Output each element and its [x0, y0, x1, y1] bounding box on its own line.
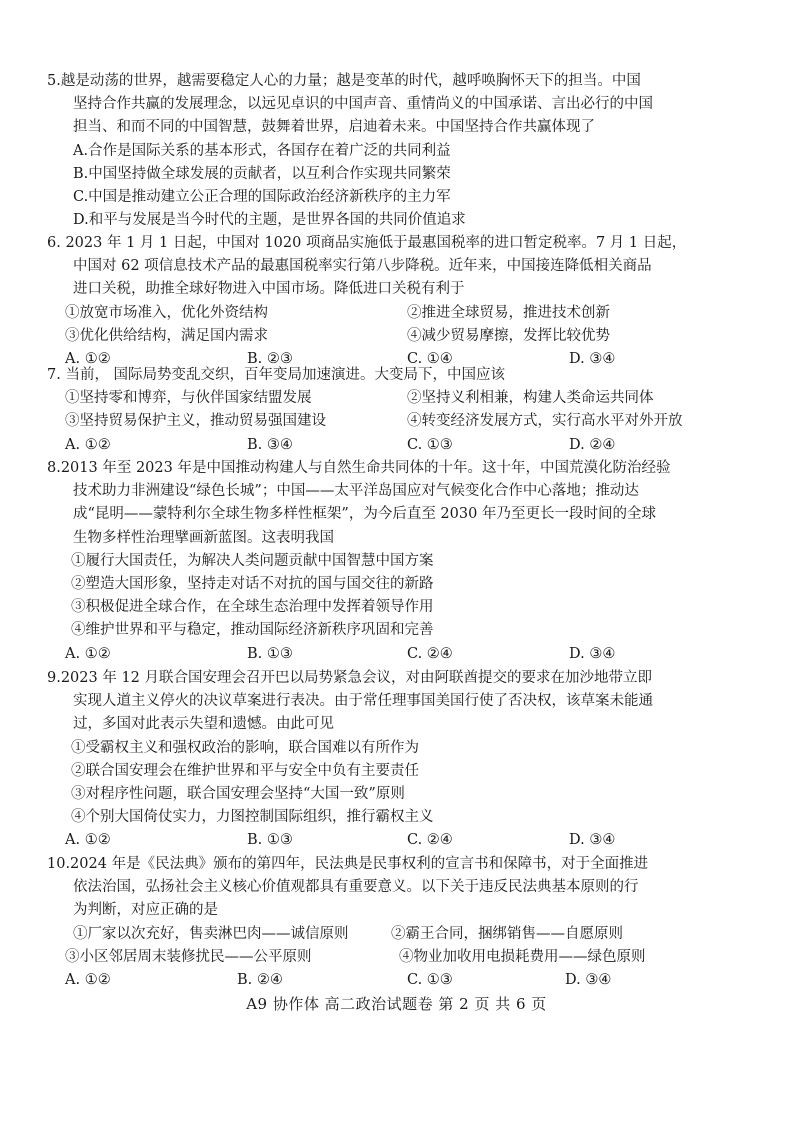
q10-stem-line: 为判断，对应正确的是 [73, 902, 218, 919]
q9-stem-line: 过，多国对此表示失望和遗憾。由此可见 [73, 716, 334, 733]
q6-item-4: ④减少贸易摩擦，发挥比较优势 [407, 327, 610, 344]
q9-answer-a: A. ①② [65, 832, 111, 849]
q10-stem-line: 10.2024 年是《民法典》颁布的第四年，民法典是民事权利的宣言书和保障书，对于全面推进 [47, 856, 649, 872]
q9-stem-line: 9.2023 年 12 月联合国安理会召开巴以局势紧急会议，对由阿联酋提交的要求在加沙地带立即 [47, 670, 653, 686]
q8-item-4: ④维护世界和平与稳定，推动国际经济新秩序巩固和完善 [71, 622, 434, 639]
q10-item-3: ③小区邻居周末装修扰民——公平原则 [65, 948, 312, 965]
q8-stem-line: 成“昆明——蒙特利尔全球生物多样性框架”，为今后直至 2030 年乃至更长一段时间的全球 [73, 506, 656, 523]
q9-answers [47, 829, 763, 852]
q6-item-1: ①放宽市场准入，优化外资结构 [65, 304, 268, 321]
q6-items-row [47, 302, 763, 325]
question-9 [47, 667, 763, 853]
q9-answer-d: D. ③④ [569, 832, 616, 849]
q5-option-a: A.合作是国际关系的基本形式，各国存在着广泛的共同利益 [73, 142, 451, 159]
q7-items-row [47, 387, 763, 410]
q7-answer-a: A. ①② [65, 436, 111, 453]
q10-answer-c: C. ①③ [407, 971, 453, 988]
q8-answer-a: A. ①② [65, 645, 111, 662]
q9-item-2: ②联合国安理会在维护世界和平与安全中负有主要责任 [71, 762, 419, 779]
q10-item-2: ②霸王合同，捆绑销售——自愿原则 [391, 925, 623, 942]
q7-items-row [47, 410, 763, 433]
q10-answer-d: D. ③④ [565, 971, 612, 988]
q6-items-row [47, 325, 763, 348]
q8-answer-d: D. ③④ [569, 645, 616, 662]
q10-items-row [47, 946, 763, 969]
q8-item-2: ②塑造大国形象，坚持走对话不对抗的国与国交往的新路 [71, 575, 434, 592]
q6-item-2: ②推进全球贸易，推进技术创新 [407, 304, 610, 321]
q7-stem-line: 7. 当前， 国际局势变乱交织，百年变局加速演进。大变局下，中国应该 [47, 367, 506, 383]
question-6 [47, 232, 763, 371]
q10-item-4: ④物业加收用电损耗费用——绿色原则 [399, 948, 646, 965]
q10-items-row [47, 923, 763, 946]
q5-stem-line: 担当、和而不同的中国智慧，鼓舞着世界，启迪着未来。中国坚持合作共赢体现了 [73, 119, 595, 136]
q6-item-3: ③优化供给结构，满足国内需求 [65, 327, 268, 344]
question-10 [47, 853, 763, 992]
q8-item-3: ③积极促进全球合作，在全球生态治理中发挥着领导作用 [71, 599, 434, 616]
q10-stem-line: 依法治国，弘扬社会主义核心价值观都具有重要意义。以下关于违反民法典基本原则的行 [73, 879, 639, 896]
q6-answer-a: A. ①② [65, 350, 111, 367]
q9-answer-b: B. ①③ [247, 832, 293, 849]
q6-answer-b: B. ②③ [247, 350, 293, 367]
page-footer: A9 协作体 高二政治试题卷 第 2 页 共 6 页 [246, 995, 547, 1013]
q9-stem-line: 实现人道主义停火的决议草案进行表决。由于常任理事国美国行使了否决权，该草案未能通 [73, 693, 653, 710]
q8-answers [47, 643, 763, 666]
q8-item-1: ①履行大国责任，为解决人类问题贡献中国智慧中国方案 [71, 552, 434, 569]
question-5 [47, 70, 763, 232]
q7-answers [47, 434, 763, 457]
q7-item-2: ②坚持义利相兼，构建人类命运共同体 [407, 390, 654, 407]
q8-answer-c: C. ②④ [407, 645, 453, 662]
q6-answer-c: C. ①④ [407, 350, 453, 367]
q9-item-1: ①受霸权主义和强权政治的影响，联合国难以有所作为 [71, 739, 419, 756]
q7-answer-d: D. ②④ [569, 436, 616, 453]
q6-answer-d: D. ③④ [569, 350, 616, 367]
q7-answer-c: C. ①③ [407, 436, 453, 453]
q5-option-d: D.和平与发展是当今时代的主题，是世界各国的共同价值追求 [73, 212, 466, 229]
q9-item-4: ④个别大国倚仗实力，力图控制国际组织，推行霸权主义 [71, 809, 434, 826]
q5-option-b: B.中国坚持做全球发展的贡献者，以互利合作实现共同繁荣 [73, 165, 451, 182]
q9-item-3: ③对程序性问题，联合国安理会坚持“大国一致”原则 [71, 785, 405, 802]
q7-item-4: ④转变经济发展方式，实行高水平对外开放 [407, 413, 683, 430]
question-8 [47, 457, 763, 666]
q10-answers [47, 969, 763, 992]
question-7 [47, 364, 763, 457]
q7-item-3: ③坚持贸易保护主义，推动贸易强国建设 [65, 413, 326, 430]
q6-stem-line: 6. 2023 年 1 月 1 日起，中国对 1020 项商品实施低于最惠国税率的进口暂定税率。7 月 1 日起， [47, 235, 687, 251]
q10-item-1: ①厂家以次充好，售卖淋巴肉——诚信原则 [73, 925, 349, 942]
q10-answer-b: B. ②④ [237, 971, 283, 988]
q6-stem-line: 进口关税，助推全球好物进入中国市场。降低进口关税有利于 [73, 281, 465, 298]
q8-stem-line: 8.2013 年至 2023 年是中国推动构建人与自然生命共同体的十年。这十年，中国荒漠化防治经验 [47, 460, 671, 476]
q5-stem-line: 5.越是动荡的世界，越需要稳定人心的力量；越是变革的时代，越呼唤胸怀天下的担当。中国 [47, 73, 641, 89]
q6-stem-line: 中国对 62 项信息技术产品的最惠国税率实行第八步降税。近年来，中国接连降低相关商品 [73, 258, 652, 275]
q8-answer-b: B. ①③ [247, 645, 293, 662]
q7-item-1: ①坚持零和博弈，与伙伴国家结盟发展 [65, 390, 312, 407]
q5-stem-line: 坚持合作共赢的发展理念，以远见卓识的中国声音、重情尚义的中国承诺、言出必行的中国 [73, 96, 653, 113]
q7-answer-b: B. ③④ [247, 436, 293, 453]
q8-stem-line: 生物多样性治理擘画新蓝图。这表明我国 [73, 529, 334, 546]
q8-stem-line: 技术助力非洲建设“绿色长城”；中国——太平洋岛国应对气候变化合作中心落地；推动达 [73, 483, 639, 500]
q10-answer-a: A. ①② [65, 971, 111, 988]
q5-option-c: C.中国是推动建立公正合理的国际政治经济新秩序的主力军 [73, 188, 451, 205]
q9-answer-c: C. ②④ [407, 832, 453, 849]
